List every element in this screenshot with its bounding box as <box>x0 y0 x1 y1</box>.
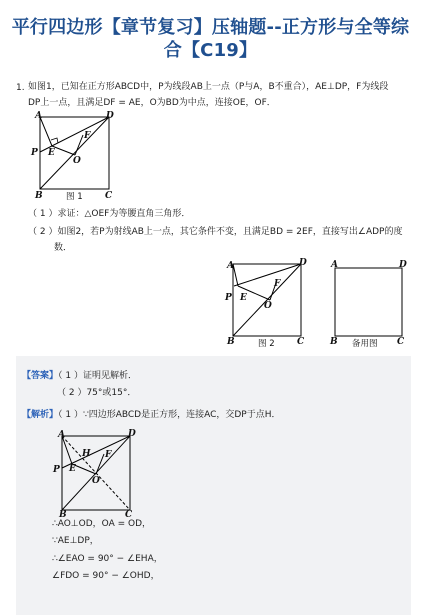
fig1-label-C: C <box>105 191 113 201</box>
fig2-caption: 图 2 <box>258 339 275 349</box>
spare-label-C: C <box>397 337 405 347</box>
part-1: （ 1 ）求证：△OEF为等腰直角三角形． <box>28 209 191 219</box>
fig3-label-C: C <box>125 510 133 518</box>
fig2-label-A: A <box>227 261 234 271</box>
figure-spare <box>327 258 411 350</box>
answer-tag: 【答案】 <box>22 371 59 381</box>
fig3-label-E: E <box>69 464 76 474</box>
title-line-2: 合【C19】 <box>163 40 258 61</box>
analysis-step-2: ∵AE⊥DP， <box>52 536 99 546</box>
analysis-line-1: （ 1 ）∵四边形ABCD是正方形，连接AC，交DP于点H． <box>58 410 281 420</box>
fig3-label-A: A <box>58 430 65 440</box>
spare-label-B: B <box>330 337 338 347</box>
fig2-label-O: O <box>264 301 272 311</box>
fig3-label-F: F <box>105 450 112 460</box>
fig2-label-B: B <box>227 337 235 347</box>
figure-2 <box>224 258 314 350</box>
fig1-label-P: P <box>31 148 38 158</box>
fig3-label-D: D <box>128 429 136 439</box>
fig2-label-F: F <box>274 279 281 289</box>
analysis-line <box>22 408 407 423</box>
analysis-step-1: ∴AO⊥OD，OA = OD， <box>52 519 152 529</box>
fig1-label-O: O <box>73 156 81 166</box>
fig2-label-C: C <box>297 337 305 347</box>
figure-3 <box>50 426 140 518</box>
answer-item-2: （ 2 ）75°或15°． <box>57 388 137 398</box>
fig1-label-D: D <box>106 111 114 121</box>
fig3-label-O: O <box>92 476 100 486</box>
part-2-line-2: 数． <box>54 243 73 253</box>
fig1-label-B: B <box>35 191 43 201</box>
problem-line-1: 如图1，已知在正方形ABCD中，P为线段AB上一点（P与A，B不重合），AE⊥DP，F为线段 <box>28 82 389 92</box>
fig2-label-D: D <box>299 258 307 268</box>
fig2-label-P: P <box>225 293 232 303</box>
problem-number: 1. <box>16 83 25 93</box>
answer-line <box>22 369 137 384</box>
fig1-label-F: F <box>84 131 91 141</box>
fig1-label-A: A <box>35 111 42 121</box>
fig3-label-P: P <box>53 465 60 475</box>
spare-caption: 备用图 <box>352 339 378 349</box>
spare-label-D: D <box>399 260 407 270</box>
fig1-caption: 图 1 <box>66 192 83 202</box>
fig2-label-E: E <box>240 293 247 303</box>
fig3-label-H: H <box>82 449 91 459</box>
figure-1 <box>30 110 120 205</box>
fig1-label-E: E <box>48 148 55 158</box>
part-2-line-1: （ 2 ）如图2，若P为射线AB上一点，其它条件不变，且满足BD = 2EF，直接写出∠ADP的度 <box>28 227 403 237</box>
page-title <box>10 16 411 62</box>
answer-item-1: （ 1 ）证明见解析． <box>58 371 137 381</box>
spare-label-A: A <box>331 260 338 270</box>
problem-line-2: DP上一点，且满足DF = AE，O为BD为中点，连接OE，OF． <box>28 98 276 108</box>
analysis-tag: 【解析】 <box>22 410 59 420</box>
fig3-label-B: B <box>59 510 67 518</box>
analysis-step-4: ∠FDO = 90° − ∠OHD， <box>52 571 160 581</box>
title-line-1: 平行四边形【章节复习】压轴题--正方形与全等综 <box>11 17 410 38</box>
analysis-step-3: ∴∠EAO = 90° − ∠EHA， <box>52 554 163 564</box>
